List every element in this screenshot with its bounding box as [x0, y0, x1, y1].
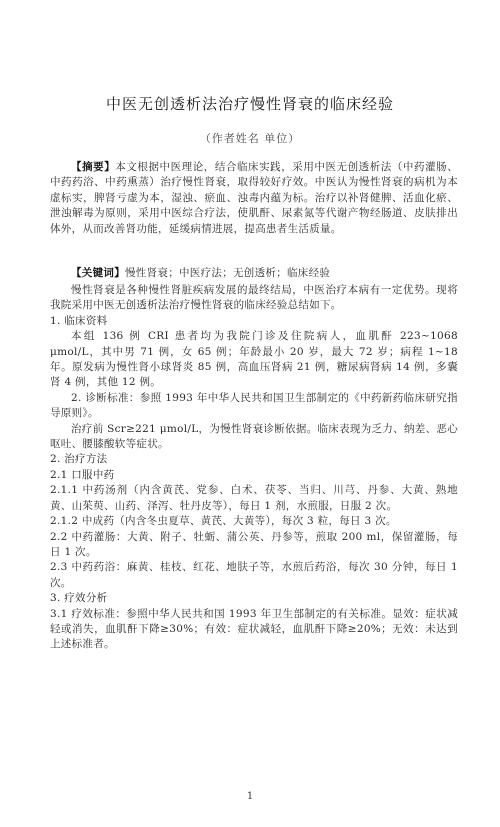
abstract-paragraph	[50, 160, 458, 237]
abstract	[50, 160, 458, 237]
keywords-label: 【关键词】	[71, 267, 125, 279]
section-2-heading: 2. 治疗方法	[50, 453, 108, 466]
abstract-label: 【摘要】	[71, 161, 116, 173]
paper-title: 中医无创透析法治疗慢性肾衰的临床经验	[105, 95, 394, 113]
section-1-2: 2. 诊断标准：参照 1993 年中华人民共和国卫生部制定的《中药新药临床研究指导原则》。	[50, 391, 458, 420]
body	[50, 283, 458, 653]
section-2-1-1: 2.1.1 中药汤剂（内含黄芪、党参、白术、茯苓、当归、川芎、丹参、大黄、熟地黄、山茱萸、山药、泽泻、牡丹皮等），每日 1 剂，水煎服，日服 2 次。	[50, 484, 458, 512]
page-number: 1	[246, 791, 254, 802]
section-2-3: 2.3 中药药浴：麻黄、桂枝、红花、地肤子等，水煎后药浴，每次 30 分钟，每日 1 次。	[50, 561, 458, 589]
keywords	[50, 266, 458, 281]
section-2-1-heading: 2.1 口服中药	[50, 468, 115, 481]
keywords-text: 慢性肾衰；中医疗法；无创透析；临床经验	[125, 267, 331, 279]
section-2-1-2: 2.1.2 中成药（内含冬虫夏草、黄芪、大黄等），每次 3 粒，每日 3 次。	[50, 515, 397, 528]
keywords-paragraph	[50, 266, 458, 281]
intro-paragraph: 慢性肾衰是各种慢性肾脏疾病发展的最终结局，中医治疗本病有一定优势。现将我院采用中医无创透析法治疗慢性肾衰的临床经验总结如下。	[50, 284, 458, 312]
section-2-2: 2.2 中药灌肠：大黄、附子、牡蛎、蒲公英、丹参等，煎取 200 ml，保留灌肠，每日 1 次。	[50, 530, 458, 558]
section-1-3: 治疗前 Scr≥221 μmol/L，为慢性肾衰诊断依据。临床表现为乏力、纳差、恶心呕吐、腰膝酸软等症状。	[50, 422, 458, 451]
section-1-heading: 1. 临床资料	[50, 314, 108, 327]
section-3-heading: 3. 疗效分析	[50, 592, 108, 605]
abstract-text: 本文根据中医理论，结合临床实践，采用中医无创透析法（中药灌肠、中药药浴、中药熏蒸）治疗慢性肾衰，取得较好疗效。中医认为慢性肾衰的病机为本虚标实，脾肾亏虚为本，湿浊、瘀血、浊毒内蕴为标。治疗以补肾健脾、活血化瘀、泄浊解毒为原则，采用中医综合疗法，使肌酐、尿素氮等代谢产物经肠道、皮肤排出体外，从而改善肾功能，延缓病情进展，提高患者生活质量。	[50, 161, 458, 235]
section-3-1: 3.1 疗效标准：参照中华人民共和国 1993 年卫生部制定的有关标准。显效：症状减轻或消失，血肌酐下降≥30%；有效：症状减轻，血肌酐下降≥20%；无效：未达到上述标准者。	[50, 607, 458, 651]
author-line: （作者姓名 单位）	[199, 132, 301, 145]
section-1-1: 本组 136 例 CRI 患者均为我院门诊及住院病人，血肌酐 223~1068 μmol/L，其中男 71 例，女 65 例；年龄最小 20 岁，最大 72 岁；病程 1~18 年。原发病为慢性肾小球肾炎 85 例，高血压肾病 21 例，糖尿病肾病 14 例，多囊肾 4 例，其他 12 例。	[50, 330, 458, 389]
